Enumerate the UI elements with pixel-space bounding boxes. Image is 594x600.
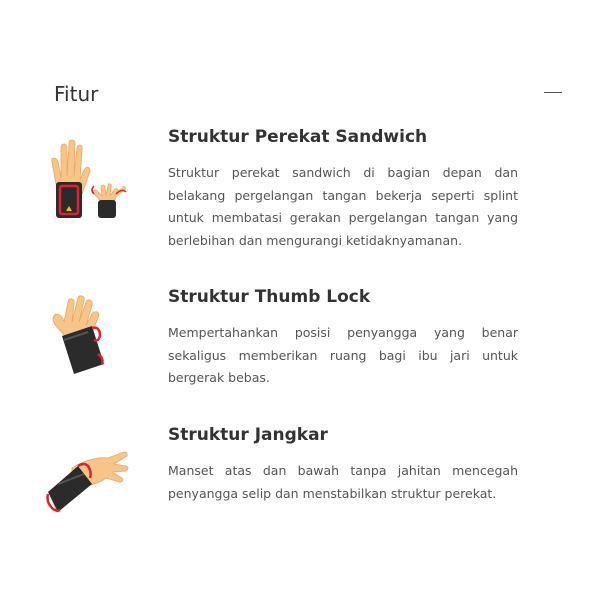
feature-description: Mempertahankan posisi penyangga yang benar sekaligus memberikan ruang bagi ibu jari untuk bergerak bebas. <box>168 325 518 385</box>
minus-icon <box>544 92 562 93</box>
feature-description: Manset atas dan bawah tanpa jahitan mencegah penyangga selip dan menstabilkan struktur perekat. <box>168 463 518 501</box>
collapse-button[interactable] <box>544 88 562 98</box>
thumb-lock-brace-icon <box>42 292 122 380</box>
feature-title: Struktur Thumb Lock <box>168 287 371 307</box>
section-title: Fitur <box>54 82 99 106</box>
feature-title: Struktur Jangkar <box>168 425 328 445</box>
feature-title: Struktur Perekat Sandwich <box>168 127 428 147</box>
anchor-cuff-brace-icon <box>42 438 132 518</box>
feature-description: Struktur perekat sandwich di bagian depan dan belakang pergelangan tangan bekerja seperti splint untuk membatasi gerakan pergelangan tangan yang berlebihan dan mengurangi ketidaknyamanan. <box>168 165 518 248</box>
sandwich-wrist-brace-icon <box>42 138 132 226</box>
